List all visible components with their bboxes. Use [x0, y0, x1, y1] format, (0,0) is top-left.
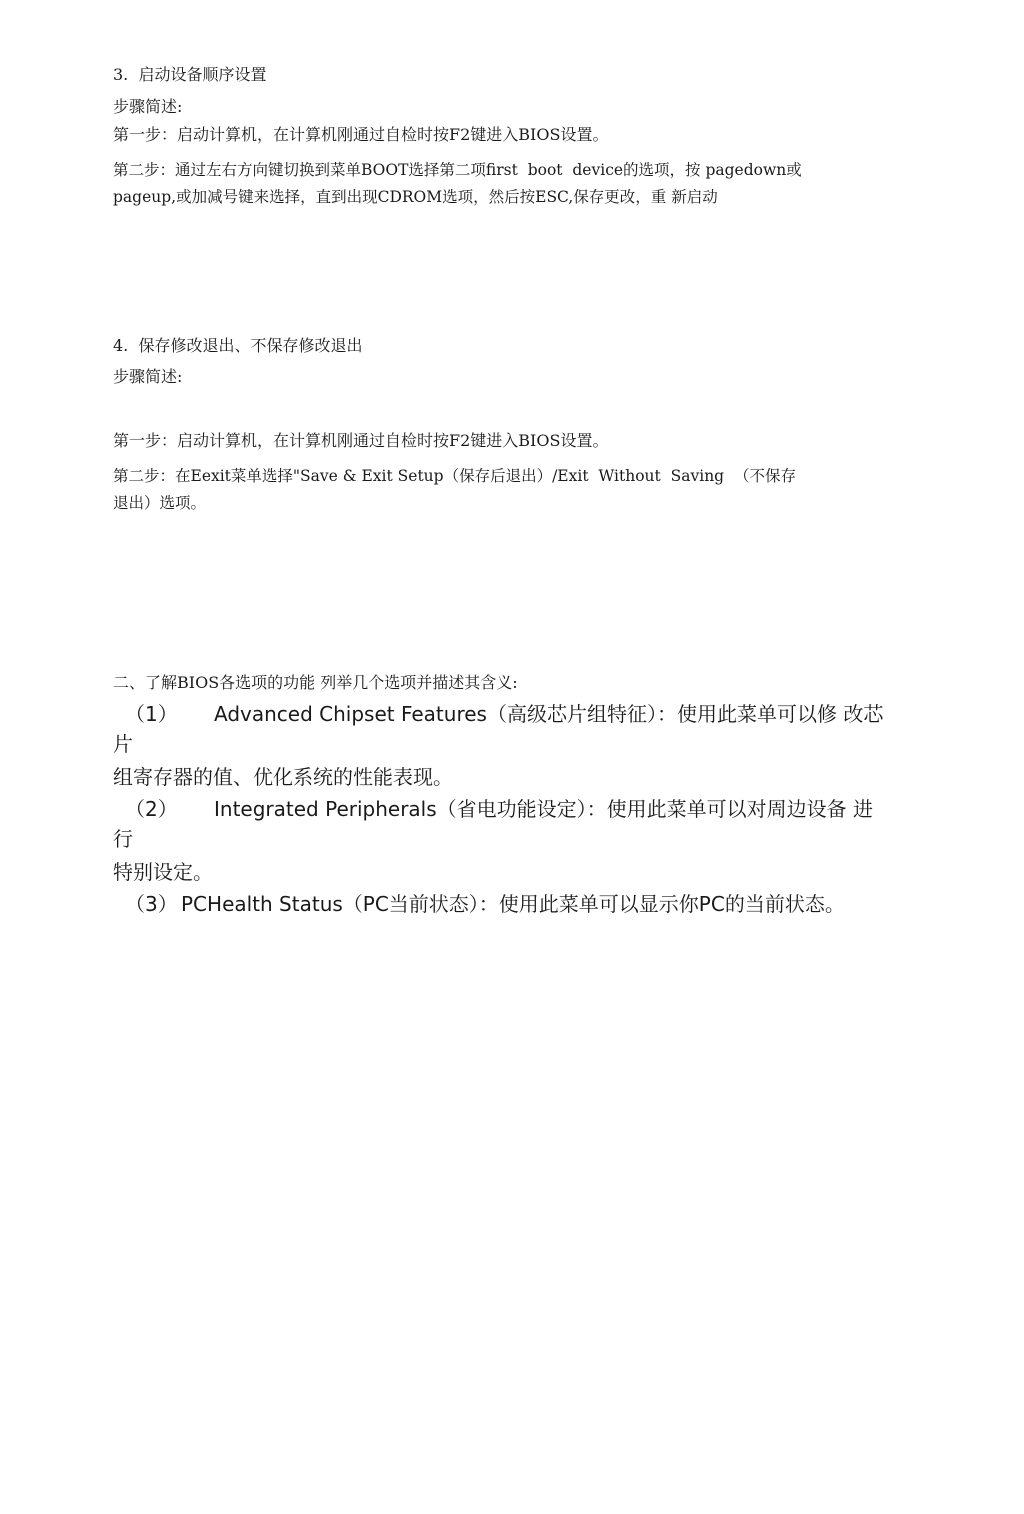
option-1-number: （1） [125, 702, 178, 726]
option-1-line2: 片 [113, 732, 133, 756]
option-1-line3: 组寄存器的值、优化系统的性能表现。 [113, 765, 453, 789]
section4-step1: 第一步：启动计算机，在计算机刚通过自检时按F2键进入BIOS设置。 [113, 431, 609, 450]
section4-step2-line2: 退出）选项。 [113, 494, 207, 512]
section4-summary-label: 步骤简述: [113, 367, 183, 386]
section4-heading: 4. 保存修改退出、不保存修改退出 [113, 336, 363, 355]
part2-heading: 二、了解BIOS各选项的功能 列举几个选项并描述其含义: [113, 673, 518, 692]
option-2-line3: 特别设定。 [113, 860, 213, 884]
section3-step2-line2: pageup,或加减号键来选择，直到出现CDROM选项，然后按ESC,保存更改，重 新启动 [113, 188, 718, 206]
option-3-line1: PCHealth Status（PC当前状态）：使用此菜单可以显示你PC的当前状态。 [181, 892, 845, 916]
section4-step2-line1: 第二步：在Eexit菜单选择"Save & Exit Setup（保存后退出）/Exit Without Saving （不保存 [113, 467, 796, 485]
section3-summary-label: 步骤简述: [113, 97, 183, 116]
section3-step1: 第一步：启动计算机，在计算机刚通过自检时按F2键进入BIOS设置。 [113, 125, 609, 144]
option-3-number: （3） [125, 892, 178, 916]
option-2-line1: Integrated Peripherals（省电功能设定）：使用此菜单可以对周边设备 进 [214, 797, 874, 821]
option-2-number: （2） [125, 797, 178, 821]
section3-step2-line1: 第二步：通过左右方向键切换到菜单BOOT选择第二项first boot device的选项，按 pagedown或 [113, 161, 802, 179]
option-2-line2: 行 [113, 827, 133, 851]
section3-heading: 3. 启动设备顺序设置 [113, 65, 267, 84]
option-1-line1: Advanced Chipset Features（高级芯片组特征）：使用此菜单可以修 改芯 [214, 702, 884, 726]
